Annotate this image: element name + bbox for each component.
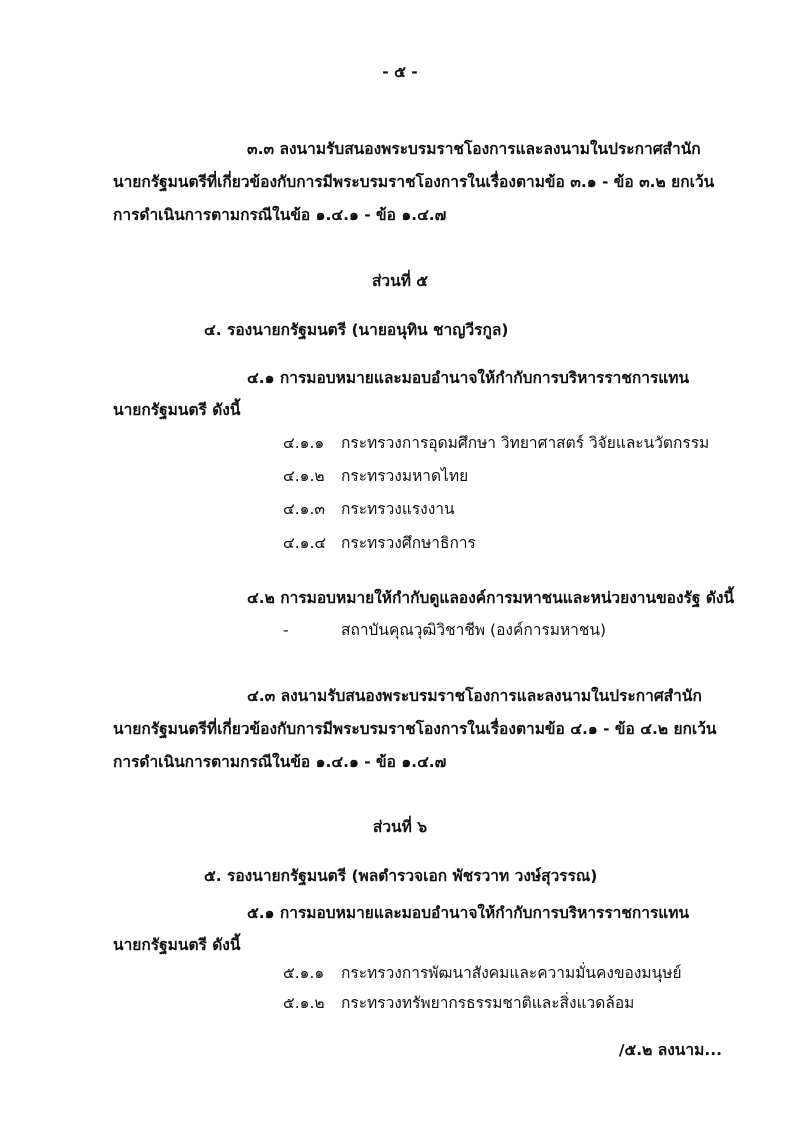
list-item (283, 533, 476, 553)
list-item-text: สถาบันคุณวุฒิวิชาชีพ (องค์การมหาชน) (341, 621, 607, 639)
list-item-number: ๕.๑.๒ (283, 994, 325, 1012)
item-5-1-line-2: นายกรัฐมนตรี ดังนี้ (113, 936, 241, 954)
list-item-text: กระทรวงทรัพยากรธรรมชาติและสิ่งแวดล้อม (341, 994, 635, 1012)
item-4-title: ๔. รองนายกรัฐมนตรี (นายอนุทิน ชาญวีรกูล) (204, 321, 509, 339)
list-item-text: กระทรวงการพัฒนาสังคมและความมั่นคงของมนุษย์ (341, 964, 682, 982)
list-item (283, 993, 634, 1013)
item-4-3-line-2: นายกรัฐมนตรีที่เกี่ยวข้องกับการมีพระบรมราชโองการในเรื่องตามข้อ ๔.๑ - ข้อ ๔.๒ ยกเว้น (113, 720, 717, 738)
item-4-3-line-3: การดำเนินการตามกรณีในข้อ ๑.๔.๑ - ข้อ ๑.๔.๗ (113, 753, 447, 771)
list-item-number: ๔.๑.๔ (283, 534, 327, 552)
list-item (283, 466, 468, 486)
section-5-heading: ส่วนที่ ๕ (371, 272, 429, 290)
list-item-text: กระทรวงการอุดมศึกษา วิทยาศาสตร์ วิจัยและนวัตกรรม (341, 434, 710, 452)
list-item-number: ๕.๑.๑ (283, 964, 325, 982)
item-5-title: ๕. รองนายกรัฐมนตรี (พลตำรวจเอก พัชรวาท วงษ์สุวรรณ) (204, 867, 598, 885)
paragraph-3-3-line-3: การดำเนินการตามกรณีในข้อ ๑.๔.๑ - ข้อ ๑.๔.๗ (113, 206, 447, 224)
continuation-note: /๕.๒ ลงนาม... (618, 1041, 722, 1059)
list-item-number: ๔.๑.๑ (283, 434, 325, 452)
item-5-1-line-1: ๕.๑ การมอบหมายและมอบอำนาจให้กำกับการบริหารราชการแทน (247, 904, 690, 922)
item-4-2-title: ๔.๒ การมอบหมายให้กำกับดูแลองค์การมหาชนและหน่วยงานของรัฐ ดังนี้ (247, 589, 735, 607)
list-item-text: กระทรวงศึกษาธิการ (341, 534, 476, 552)
list-item (283, 963, 682, 983)
list-item-number: ๔.๑.๓ (283, 500, 326, 518)
section-6-heading: ส่วนที่ ๖ (372, 818, 428, 836)
list-item (283, 620, 606, 640)
list-item-text: กระทรวงมหาดไทย (341, 467, 469, 485)
list-item-bullet: - (283, 621, 289, 639)
page-number: - ๕ - (382, 63, 418, 81)
list-item-text: กระทรวงแรงงาน (341, 500, 455, 518)
item-4-3-line-1: ๔.๓ ลงนามรับสนองพระบรมราชโองการและลงนามในประกาศสำนัก (247, 687, 702, 705)
list-item (283, 499, 455, 519)
paragraph-3-3-line-2: นายกรัฐมนตรีที่เกี่ยวข้องกับการมีพระบรมราชโองการในเรื่องตามข้อ ๓.๑ - ข้อ ๓.๒ ยกเว้น (113, 173, 715, 191)
paragraph-3-3-line-1: ๓.๓ ลงนามรับสนองพระบรมราชโองการและลงนามในประกาศสำนัก (247, 140, 701, 158)
item-4-1-line-1: ๔.๑ การมอบหมายและมอบอำนาจให้กำกับการบริหารราชการแทน (247, 369, 690, 387)
item-4-1-line-2: นายกรัฐมนตรี ดังนี้ (113, 401, 241, 419)
list-item-number: ๔.๑.๒ (283, 467, 325, 485)
list-item (283, 433, 709, 453)
